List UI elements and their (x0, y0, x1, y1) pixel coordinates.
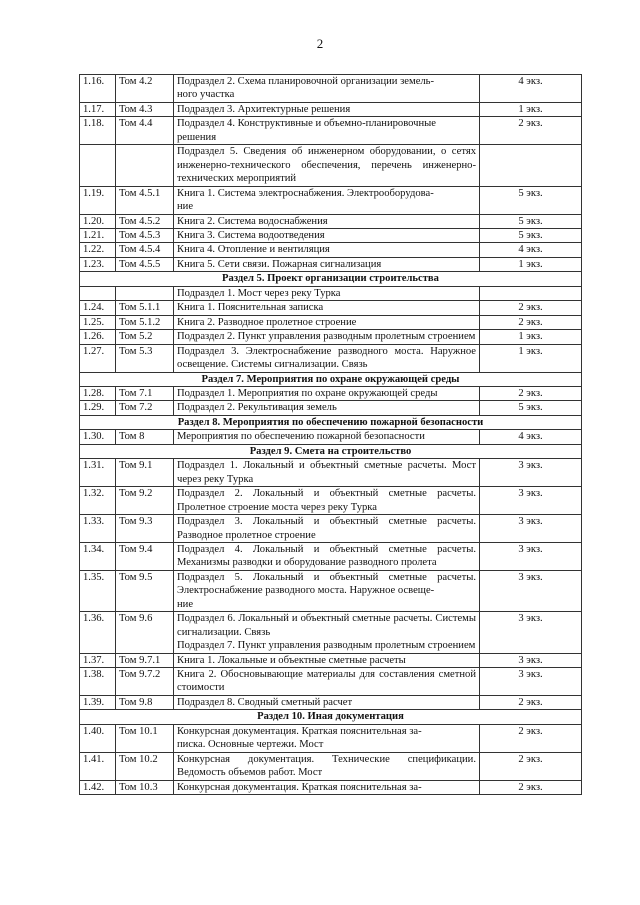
table-row (80, 344, 582, 372)
item-number-cell: 1.31. (80, 459, 116, 487)
volume-cell: Том 4.2 (116, 75, 174, 103)
copies-cell: 2 экз. (480, 724, 582, 752)
copies-cell: 1 экз. (480, 344, 582, 372)
description-cell (174, 330, 480, 344)
description-cell (174, 257, 480, 271)
item-number-cell: 1.24. (80, 301, 116, 315)
documentation-table-body (80, 75, 582, 795)
description-cell (174, 344, 480, 372)
item-number-cell: 1.33. (80, 515, 116, 543)
section-header-row (80, 444, 582, 458)
description-cell (174, 752, 480, 780)
item-number-cell: 1.25. (80, 315, 116, 329)
volume-cell (116, 145, 174, 186)
description-line: Подраздел 3. Локальный и объектный сметные расчеты. Разводное пролетное строение (177, 516, 476, 541)
volume-cell: Том 5.2 (116, 330, 174, 344)
description-cell (174, 653, 480, 667)
description-line: ного участка (177, 89, 235, 101)
copies-cell (480, 286, 582, 300)
description-cell (174, 515, 480, 543)
copies-cell: 4 экз. (480, 430, 582, 444)
description-cell (174, 612, 480, 653)
description-cell (174, 315, 480, 329)
volume-cell: Том 7.1 (116, 386, 174, 400)
table-row (80, 724, 582, 752)
table-row (80, 752, 582, 780)
item-number-cell: 1.22. (80, 243, 116, 257)
description-cell (174, 214, 480, 228)
copies-cell: 5 экз. (480, 186, 582, 214)
table-row (80, 459, 582, 487)
description-cell (174, 780, 480, 794)
volume-cell: Том 10.3 (116, 780, 174, 794)
item-number-cell: 1.29. (80, 401, 116, 415)
table-row (80, 102, 582, 116)
section-title: Раздел 5. Проект организации строительства (80, 272, 582, 286)
copies-cell: 2 экз. (480, 301, 582, 315)
volume-cell: Том 4.5.4 (116, 243, 174, 257)
volume-cell: Том 7.2 (116, 401, 174, 415)
volume-cell: Том 5.3 (116, 344, 174, 372)
description-cell (174, 459, 480, 487)
description-line: Книга 5. Сети связи. Пожарная сигнализация (177, 258, 382, 270)
section-header-row (80, 710, 582, 724)
copies-cell: 3 экз. (480, 612, 582, 653)
description-line: Подраздел 5. Локальный и объектный сметные расчеты. Электроснабжение разводного моста. Наружное освеще- (177, 571, 476, 597)
item-number-cell: 1.42. (80, 780, 116, 794)
volume-cell: Том 4.3 (116, 102, 174, 116)
description-line: Подраздел 1. Мероприятия по охране окружающей среды (177, 387, 438, 399)
description-line: Подраздел 3. Электроснабжение разводного моста. Наружное освещение. Системы сигнализации. Связь (177, 345, 476, 371)
description-cell (174, 487, 480, 515)
copies-cell: 2 экз. (480, 386, 582, 400)
copies-cell: 5 экз. (480, 214, 582, 228)
table-row (80, 301, 582, 315)
volume-cell: Том 9.5 (116, 570, 174, 611)
description-line: Подраздел 2. Локальный и объектный сметные расчеты. Пролетное строение моста через реку Турка (177, 488, 476, 513)
table-row (80, 695, 582, 709)
item-number-cell: 1.34. (80, 542, 116, 570)
description-line: Подраздел 4. Локальный и объектный сметные расчеты. Механизмы разводки и оборудование разводного пролета (177, 543, 476, 569)
section-header-row (80, 272, 582, 286)
description-line: Книга 2. Разводное пролетное строение (177, 316, 357, 328)
description-cell (174, 102, 480, 116)
description-line: Подраздел 2. Схема планировочной организации земель- (177, 76, 435, 87)
copies-cell: 1 экз. (480, 257, 582, 271)
volume-cell: Том 9.4 (116, 542, 174, 570)
table-row (80, 668, 582, 696)
table-row (80, 515, 582, 543)
table-row (80, 386, 582, 400)
copies-cell: 3 экз. (480, 542, 582, 570)
copies-cell: 3 экз. (480, 668, 582, 696)
description-line: Книга 1. Система электроснабжения. Электрооборудова- (177, 187, 434, 199)
copies-cell: 4 экз. (480, 243, 582, 257)
copies-cell: 3 экз. (480, 487, 582, 515)
description-line: писка. Основные чертежи. Мост (177, 739, 324, 751)
copies-cell: 3 экз. (480, 570, 582, 611)
volume-cell: Том 9.3 (116, 515, 174, 543)
description-line: Подраздел 3. Архитектурные решения (177, 103, 351, 115)
item-number-cell: 1.36. (80, 612, 116, 653)
volume-cell: Том 5.1.1 (116, 301, 174, 315)
item-number-cell: 1.39. (80, 695, 116, 709)
description-line: Книга 1. Локальные и объектные сметные расчеты (177, 654, 406, 666)
item-number-cell: 1.26. (80, 330, 116, 344)
description-cell (174, 243, 480, 257)
copies-cell: 3 экз. (480, 515, 582, 543)
description-line: Подраздел 1. Мост через реку Турка (177, 287, 341, 299)
item-number-cell: 1.21. (80, 228, 116, 242)
description-cell (174, 117, 480, 145)
item-number-cell: 1.38. (80, 668, 116, 696)
volume-cell: Том 4.5.3 (116, 228, 174, 242)
copies-cell: 2 экз. (480, 117, 582, 145)
description-line: Подраздел 2. Рекультивация земель (177, 402, 337, 414)
table-row (80, 487, 582, 515)
copies-cell: 1 экз. (480, 330, 582, 344)
table-row (80, 75, 582, 103)
table-row (80, 542, 582, 570)
description-cell (174, 570, 480, 611)
description-cell (174, 386, 480, 400)
volume-cell: Том 4.5.1 (116, 186, 174, 214)
description-line: Подраздел 7. Пункт управления разводным пролетным строением (177, 640, 476, 652)
volume-cell (116, 286, 174, 300)
copies-cell: 1 экз. (480, 102, 582, 116)
item-number-cell: 1.41. (80, 752, 116, 780)
description-cell (174, 286, 480, 300)
description-cell (174, 301, 480, 315)
description-cell (174, 145, 480, 186)
description-cell (174, 401, 480, 415)
copies-cell: 5 экз. (480, 401, 582, 415)
copies-cell: 3 экз. (480, 459, 582, 487)
copies-cell: 2 экз. (480, 315, 582, 329)
table-row (80, 570, 582, 611)
description-line: Мероприятия по обеспечению пожарной безопасности (177, 431, 425, 443)
item-number-cell: 1.30. (80, 430, 116, 444)
description-line: Конкурсная документация. Технические спецификации. Ведомость объемов работ. Мост (177, 753, 476, 779)
table-row (80, 401, 582, 415)
table-row (80, 214, 582, 228)
table-row (80, 145, 582, 186)
documentation-table (79, 74, 582, 795)
copies-cell: 4 экз. (480, 75, 582, 103)
table-row (80, 257, 582, 271)
description-line: Конкурсная документация. Краткая пояснительная за- (177, 781, 422, 793)
description-cell (174, 430, 480, 444)
item-number-cell: 1.19. (80, 186, 116, 214)
section-title: Раздел 10. Иная документация (80, 710, 582, 724)
table-row (80, 117, 582, 145)
description-line: Книга 4. Отопление и вентиляция (177, 244, 330, 256)
description-line: ние (177, 201, 194, 213)
section-title: Раздел 8. Мероприятия по обеспечению пожарной безопасности (80, 415, 582, 429)
description-cell (174, 695, 480, 709)
volume-cell: Том 9.7.2 (116, 668, 174, 696)
item-number-cell (80, 145, 116, 186)
page-number: 2 (316, 36, 324, 51)
volume-cell: Том 4.5.5 (116, 257, 174, 271)
description-line: Подраздел 5. Сведения об инженерном оборудовании, о сетях инженерно-технического обеспечения, перечень инженерно-технических мероприятий (177, 146, 476, 185)
item-number-cell: 1.28. (80, 386, 116, 400)
copies-cell: 3 экз. (480, 653, 582, 667)
item-number-cell: 1.32. (80, 487, 116, 515)
description-line: ние (177, 598, 194, 610)
description-cell (174, 668, 480, 696)
volume-cell: Том 4.5.2 (116, 214, 174, 228)
table-row (80, 780, 582, 794)
description-line: Книга 2. Система водоснабжения (177, 215, 328, 227)
table-row (80, 243, 582, 257)
copies-cell (480, 145, 582, 186)
table-row (80, 186, 582, 214)
copies-cell: 2 экз. (480, 752, 582, 780)
description-line: Подраздел 2. Пункт управления разводным пролетным строением (177, 331, 476, 343)
volume-cell: Том 9.2 (116, 487, 174, 515)
section-header-row (80, 415, 582, 429)
section-header-row (80, 372, 582, 386)
volume-cell: Том 9.1 (116, 459, 174, 487)
item-number-cell: 1.40. (80, 724, 116, 752)
description-line: решения (177, 131, 217, 143)
description-cell (174, 724, 480, 752)
volume-cell: Том 9.8 (116, 695, 174, 709)
description-line: Подраздел 1. Локальный и объектный сметные расчеты. Мост через реку Турка (177, 460, 476, 485)
item-number-cell: 1.27. (80, 344, 116, 372)
volume-cell: Том 5.1.2 (116, 315, 174, 329)
description-line: Книга 1. Пояснительная записка (177, 302, 324, 314)
volume-cell: Том 9.7.1 (116, 653, 174, 667)
table-row (80, 612, 582, 653)
copies-cell: 2 экз. (480, 695, 582, 709)
description-line: Подраздел 6. Локальный и объектный сметные расчеты. Системы сигнализации. Связь (177, 613, 476, 638)
item-number-cell: 1.35. (80, 570, 116, 611)
description-cell (174, 542, 480, 570)
table-row (80, 286, 582, 300)
item-number-cell (80, 286, 116, 300)
item-number-cell: 1.18. (80, 117, 116, 145)
description-line: Конкурсная документация. Краткая пояснительная за- (177, 725, 422, 737)
volume-cell: Том 8 (116, 430, 174, 444)
section-title: Раздел 9. Смета на строительство (80, 444, 582, 458)
description-line: Книга 2. Обосновывающие материалы для составления сметной стоимости (177, 669, 476, 694)
volume-cell: Том 10.2 (116, 752, 174, 780)
item-number-cell: 1.37. (80, 653, 116, 667)
item-number-cell: 1.20. (80, 214, 116, 228)
description-cell (174, 186, 480, 214)
table-row (80, 653, 582, 667)
volume-cell: Том 4.4 (116, 117, 174, 145)
table-row (80, 430, 582, 444)
description-line: Книга 3. Система водоотведения (177, 229, 325, 241)
volume-cell: Том 9.6 (116, 612, 174, 653)
copies-cell: 5 экз. (480, 228, 582, 242)
item-number-cell: 1.17. (80, 102, 116, 116)
description-cell (174, 228, 480, 242)
volume-cell: Том 10.1 (116, 724, 174, 752)
table-row (80, 315, 582, 329)
item-number-cell: 1.16. (80, 75, 116, 103)
description-line: Подраздел 4. Конструктивные и объемно-планировочные (177, 118, 436, 130)
description-line: Подраздел 8. Сводный сметный расчет (177, 696, 353, 708)
item-number-cell: 1.23. (80, 257, 116, 271)
copies-cell: 2 экз. (480, 780, 582, 794)
section-title: Раздел 7. Мероприятия по охране окружающей среды (80, 372, 582, 386)
table-row (80, 330, 582, 344)
table-row (80, 228, 582, 242)
description-cell (174, 75, 480, 103)
